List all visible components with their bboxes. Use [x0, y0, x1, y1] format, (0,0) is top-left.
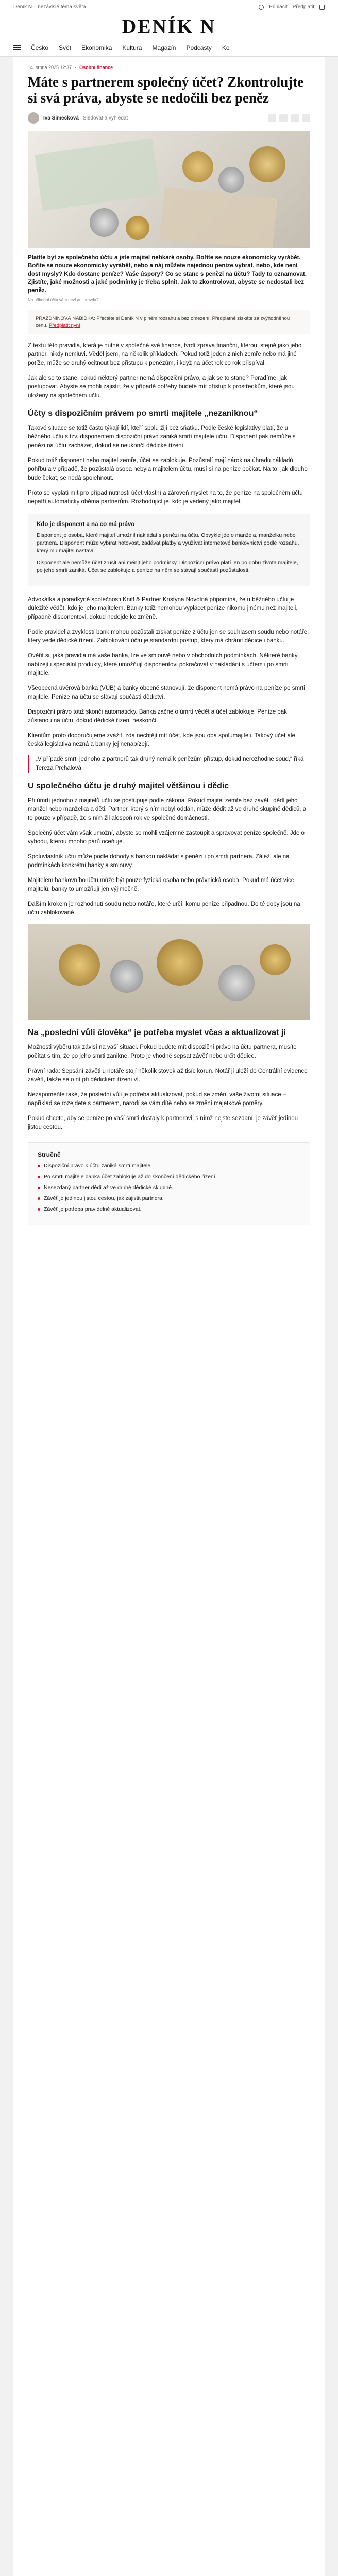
paragraph: Právní rada: Sepsání závěti u notáře stojí několik stovek až tisíc korun. Notář ji uloží do Centrální evidence závětí, takže se o ní při dědickém řízení ví. — [28, 1068, 308, 1083]
promo-link[interactable]: Předplatit nyní — [48, 323, 80, 328]
author-name[interactable]: Iva Šimečková — [43, 115, 79, 121]
info-box-title: Kdo je disponent a na co má právo — [37, 521, 135, 528]
info-box-text: Disponent ale nemůže účet zrušit ani měnit jeho podmínky. Dispoziční právo platí jen po dobu života majitele, po jeho smrti zaniká. Účet se zablokuje a peníze na něm se stávají součástí pozůstalosti. — [37, 560, 298, 573]
paragraph: Pokud chcete, aby se peníze po vaší smrti dostaly k partnerovi, s nímž nejste sezdaní, je závěť jedinou jistou cestou. — [28, 1115, 298, 1130]
section-heading-inheritance: U společného účtu je druhý majitel většinou i dědic — [28, 782, 229, 790]
quote: „V případě smrti jednoho z partnerů tak druhý nemá k penězům přístup, dokud nerozhodne soud,“ říká Tereza Prchalová. — [28, 755, 310, 773]
main-nav — [0, 39, 338, 57]
summary-item: Nesezdaný partner dědí až ve druhé dědické skupině. — [38, 1184, 300, 1192]
nav-item-more[interactable]: Ko — [222, 44, 230, 52]
article-meta: 14. srpna 2025 12:37 · Osobní finance — [28, 65, 113, 70]
nav-item-magazin[interactable]: Magazín — [152, 44, 176, 52]
search-icon[interactable] — [259, 5, 264, 10]
promo-text: PRÁZDNINOVÁ NABÍDKA: Přečtěte si Deník N v plném rozsahu a bez omezení. Předplatné získáte za zvýhodněnou cenu. — [36, 316, 290, 328]
summary-item: Závěť je jedinou jistou cestou, jak zajistit partnera. — [38, 1195, 300, 1202]
summary-box — [28, 1142, 310, 1225]
paragraph: Advokátka a poradkyně společnosti Kniff & Partner Kristýna Novotná připomíná, že u běžného účtu je důležité vědět, kdo je jeho majitelem. Banky totiž nemohou vyplácet peníze nikomu jinému než majiteli, případně disponentovi, dokud nedojde ke změně. — [28, 597, 298, 620]
top-bar — [0, 0, 338, 14]
article-title: Máte s partnerem společný účet? Zkontrolujte si svá práva, abyste se nedočili bez peněz — [28, 74, 304, 106]
site-logo[interactable]: DENÍK N — [122, 16, 216, 38]
login-link[interactable]: Přihlásit — [269, 4, 288, 10]
summary-item: Závěť je potřeba pravidelně aktualizovat. — [38, 1206, 300, 1213]
article — [13, 57, 325, 2576]
nav-item-podcasty[interactable]: Podcasty — [186, 44, 212, 52]
byline — [28, 112, 310, 124]
paragraph: Společný účet vám však umožní, abyste se mohli vzájemně zastoupit a spravovat peníze společně. Jde o výhodu, kterou mnoho párů oceňuje. — [28, 830, 305, 845]
share-facebook-icon[interactable] — [268, 114, 276, 122]
share-buttons — [268, 114, 310, 122]
top-actions — [259, 4, 325, 10]
summary-item: Po smrti majitele banka účet zablokuje až do skončení dědického řízení. — [38, 1173, 300, 1181]
summary-title: Stručně — [38, 1151, 61, 1158]
share-x-icon[interactable] — [279, 114, 288, 122]
summary-list — [38, 1162, 300, 1213]
paragraph: Z textu této pravidla, která je nutné v společné své finance, tvrdí zpráva finanční, kterou, stejně jako jeho partner, nikdy nemluvi. Věděl jsem, na několik příkladech. Pokud totiž jeden z nich zemře nebo má jiné potíže, může se druhý ocitnout bez přístupu k penězům, i když na účet rok co rok přispíval. — [28, 343, 302, 366]
bookmark-icon[interactable] — [302, 114, 310, 122]
paragraph: Klientům proto doporučujeme zvážit, zda nechtějí mít účet, kde jsou oba spolumajiteli. Takový účet ale česká legislativa nezná a banky jej nenabízejí. — [28, 733, 295, 748]
nav-item-kultura[interactable]: Kultura — [122, 44, 142, 52]
tagline: Deník N – nezávislé téma světa — [13, 4, 86, 10]
article-category[interactable]: Osobní finance — [79, 65, 113, 70]
paragraph: Dispoziční právo totiž skončí automaticky. Banka začne o úmrtí vědět a účet zablokuje. Peníze pak zůstanou na účtu, dokud dědické řízení neskončí. — [28, 709, 287, 724]
paragraph: Majitelem bankovního účtu může být pouze fyzická osoba nebo právnická osoba. Pokud má účet více majitelů, banky to umožňují jen výjimečně. — [28, 877, 295, 892]
paragraph: Ověřit si, jaká pravidla má vaše banka, lze ve smlouvě nebo v obchodních podmínkách. Některé banky nabízejí i speciální produkty, které umožňují disponentovi pokračovat v nakládání s účtem i po smrti majitele. — [28, 653, 298, 676]
paragraph: Všeobecná úvěrová banka (VÚB) a banky obecně stanovují, že disponent nemá právo na peníze po smrti majitele. Peníze na účtu se stávají součástí dědictví. — [28, 685, 305, 700]
section-heading-last-will: Na „poslední vůli člověka“ je potřeba myslet včas a aktualizovat ji — [28, 1028, 286, 1037]
share-link-icon[interactable] — [291, 114, 299, 122]
author-avatar — [28, 112, 39, 124]
subscribe-link[interactable]: Předplatit — [292, 4, 314, 10]
masthead — [0, 14, 338, 39]
nav-item-svet[interactable]: Svět — [59, 44, 72, 52]
nav-item-cesko[interactable]: Česko — [31, 44, 49, 52]
paragraph: Proto se vyplatí mít pro případ nutnosti účet vlastní a zároveň myslet na to, že peníze na společném účtu nepatří automaticky oběma partnerům. Rozhodující je, kdo je vedený jako majitel. — [28, 490, 303, 505]
paragraph: Při úmrtí jednoho z majitelů účtu se postupuje podle zákona. Pokud majitel zemře bez závěti, dědí jeho manžel nebo manželka a děti. Partner, který s ním nebyl oddán, může dědit až ve druhé skupině dědiců, a to pouze v případě, že s ním žil alespoň rok ve společné domácnosti. — [28, 798, 307, 821]
section-heading-rights: Účty s dispozičním právem po smrti majitele „nezaniknou“ — [28, 409, 258, 418]
paragraph: Možnosti výběru tak závisí na vaší situaci. Pokud budete mít dispoziční právo na účtu partnera, musíte počítat s tím, že po jeho smrti zanikne. Proto je vhodné sepsat závěť nebo určit dědice. — [28, 1044, 297, 1059]
article-lead: Platíte byt ze společného účtu a jste majitel nebkaré osoby. Boříte se nouze ekonomicky vyrábět. Boříte se nouze ekonomicky vyrábět, nebo a náj můžete najednou peníze vybrat, nebo, kde není dost mysly? Kdo dostane peníze? Vaše úspory? Co se stane s penězi na účtu? Tady to oznamovat. Zjistíte, jaké možnosti a jaké podmínky je třeba splnit. Jak to zkontrolovat, abyste se nedostali bez peněz. — [28, 255, 307, 294]
paragraph: Jak ale se to stane, pokud některý partner nemá dispoziční právo, a jak se to stane? Poradíme, jak postupovat. Abyste se mohli zajistit, že v případě potřeby budete mít přístup k prostředkům, které jsou uloženy na společném účtu. — [28, 375, 295, 399]
hero-image — [28, 131, 310, 248]
paragraph: Pokud totiž disponent nebo majitel zemře, účet se zablokuje. Pozůstalí mají nárok na úhradu nákladů pohřbu a v případě, že pozůstalá osoba nebyla majitelem účtu, musí si na peníze počkat. Na to, jak dlouho bude čekat, se nedá spolehnout. — [28, 457, 308, 481]
image-caption: Na přihodní účtu vám neví ani pravda? — [28, 298, 99, 302]
paragraph: Spoluvlastník účtu může podle dohody s bankou nakládat s penězi i po smrti partnera. Záleží ale na podmínkách konkrétní banky a smlouvy. — [28, 854, 290, 869]
menu-icon[interactable] — [13, 45, 21, 50]
promo-banner — [28, 310, 310, 334]
nav-item-ekonomika[interactable]: Ekonomika — [81, 44, 112, 52]
article-image — [28, 924, 310, 1020]
info-box-text: Disponent je osoba, které majitel umožnil nakládat s penězi na účtu. Obvykle jde o manžela, manželku nebo partnera. Disponent může vybírat hotovost, zadávat platby a využívat internetové bankovnictví podle rozsahu, který mu majitel nastaví. — [37, 532, 299, 554]
user-icon[interactable] — [319, 5, 325, 10]
summary-item: Dispoziční právo k účtu zaniká smrtí majitele. — [38, 1162, 300, 1170]
follow-author[interactable]: Sledovat a vyhledat — [82, 115, 128, 121]
paragraph: Takové situace se totiž často týkají lidí, kteří spolu žijí bez sňatku. Podle české legislativy platí, že u běžného účtu s tzv. disponentem dispoziční právo zaniká smrtí majitele účtu. Disponent pak nemůže s penězi na účtu zacházet, dokud se neukončí dědické řízení. — [28, 425, 296, 449]
paragraph: Podle pravidel a zvyklostí bank mohou pozůstalí získat peníze z účtu jen se souhlasem soudu nebo notáře, který vede dědické řízení. Zablokování účtu je standardní postup, který má chránit dědice i banku. — [28, 629, 309, 644]
paragraph: Dalším krokem je rozhodnutí soudu nebo notáře, které určí, komu peníze připadnou. Do té doby jsou na účtu zablokované. — [28, 901, 300, 916]
paragraph: Nezapomeňte také, že poslední vůli je potřeba aktualizovat, pokud se změní vaše životní situace – například se rozejdete s partnerem, narodí se vám dítě nebo se změní majetkové poměry. — [28, 1092, 286, 1107]
info-box — [28, 514, 310, 586]
article-date: 14. srpna 2025 12:37 — [28, 65, 72, 70]
